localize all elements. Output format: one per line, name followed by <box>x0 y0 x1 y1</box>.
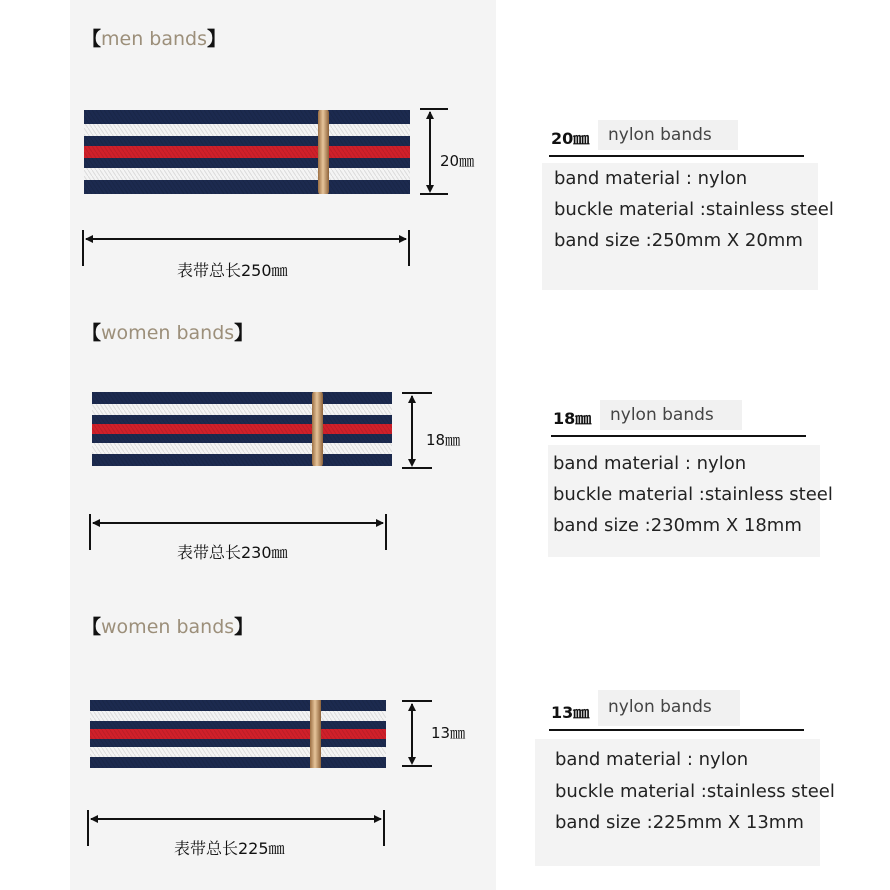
bracket-open: 【 <box>82 322 102 344</box>
buckle-keeper <box>312 392 323 466</box>
spec-size: 13㎜ <box>551 703 590 722</box>
spec-line-buckle: buckle material :stainless steel <box>555 781 835 802</box>
section-title-text: women bands <box>101 616 235 638</box>
bracket-close: 】 <box>234 322 254 344</box>
spec-divider <box>551 435 806 437</box>
buckle-keeper <box>318 110 329 194</box>
spec-size: 20㎜ <box>551 129 590 148</box>
spec-line-material: band material : nylon <box>553 453 747 474</box>
spec-line-size: band size :225mm X 13mm <box>555 812 804 833</box>
spec-name: nylon bands <box>598 120 738 150</box>
nylon-band-image <box>90 700 386 768</box>
bracket-open: 【 <box>82 616 102 638</box>
spec-line-size: band size :230mm X 18mm <box>553 515 802 536</box>
section-title-women <box>82 318 253 345</box>
spec-line-buckle: buckle material :stainless steel <box>553 484 833 505</box>
length-label: 表带总长230㎜ <box>177 543 288 562</box>
bracket-close: 】 <box>234 616 254 638</box>
width-label: 13㎜ <box>431 724 466 742</box>
width-dimension-arrow <box>400 700 432 772</box>
spec-box <box>542 163 834 290</box>
length-label: 表带总长225㎜ <box>174 839 285 858</box>
buckle-keeper <box>310 700 321 768</box>
section-title-women <box>82 612 253 639</box>
spec-line-material: band material : nylon <box>554 168 748 189</box>
bracket-close: 】 <box>207 28 227 50</box>
section-title-men <box>82 24 226 51</box>
spec-size: 18㎜ <box>553 409 592 428</box>
spec-name: nylon bands <box>598 690 740 726</box>
spec-box <box>535 739 835 866</box>
spec-name: nylon bands <box>600 400 742 430</box>
bracket-open: 【 <box>82 28 102 50</box>
nylon-band-image <box>84 110 410 194</box>
length-label: 表带总长250㎜ <box>177 261 288 280</box>
spec-line-material: band material : nylon <box>555 749 749 770</box>
spec-divider <box>549 155 804 157</box>
section-title-text: women bands <box>101 322 235 344</box>
spec-line-size: band size :250mm X 20mm <box>554 230 803 251</box>
section-title-text: men bands <box>101 28 207 50</box>
nylon-band-image <box>92 392 392 466</box>
spec-line-buckle: buckle material :stainless steel <box>554 199 834 220</box>
width-label: 20㎜ <box>440 152 475 170</box>
spec-box <box>548 445 833 557</box>
spec-divider <box>549 729 804 731</box>
width-label: 18㎜ <box>426 431 461 449</box>
